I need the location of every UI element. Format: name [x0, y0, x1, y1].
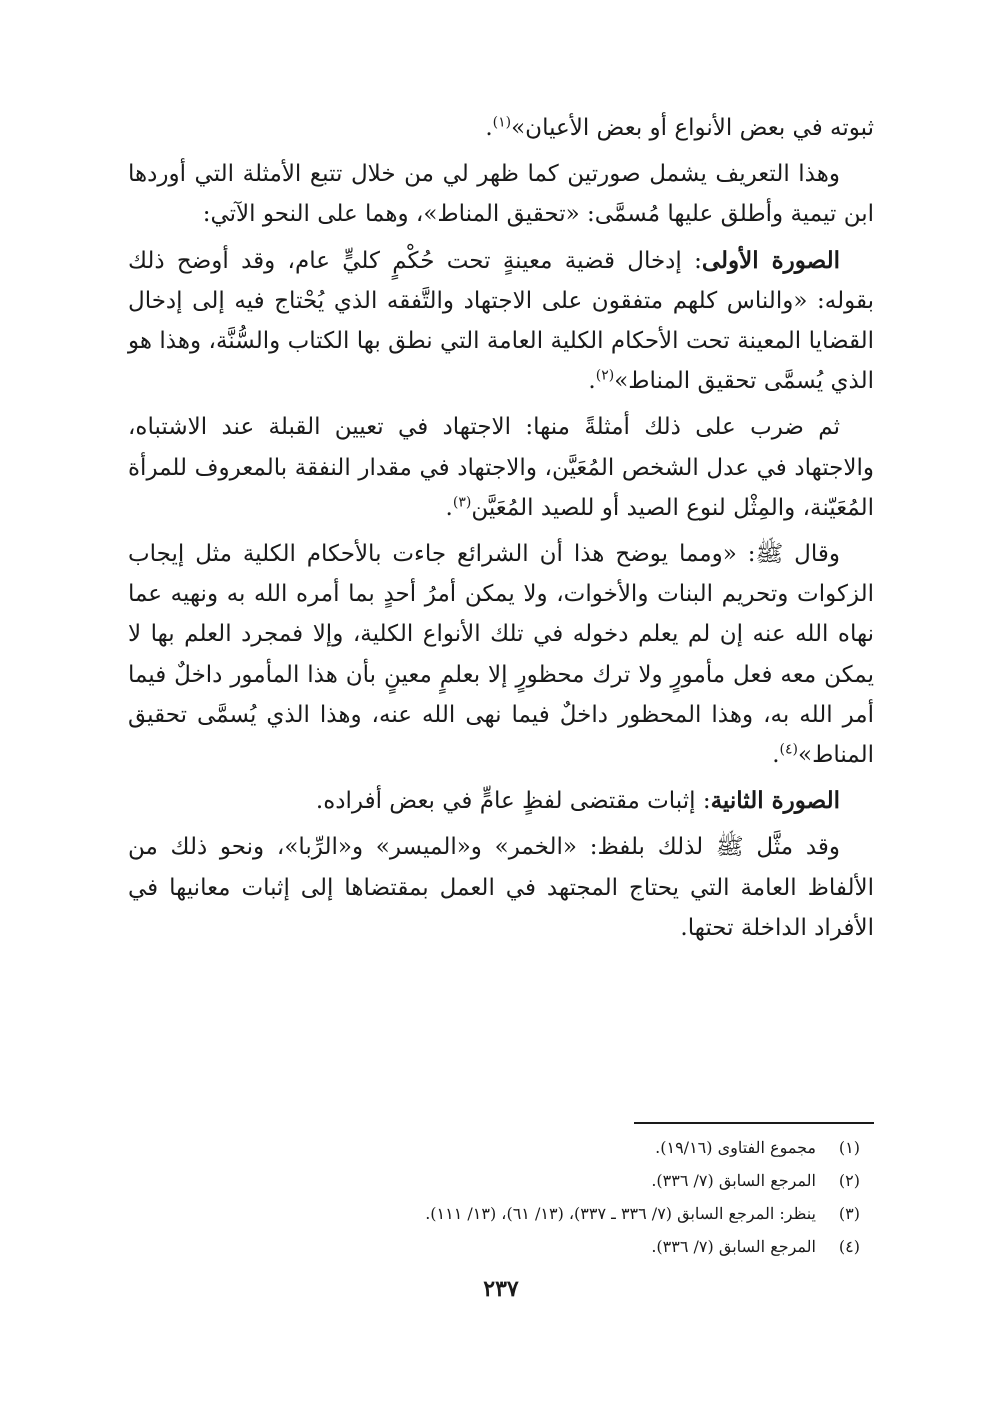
footnote-text: مجموع الفتاوى (١٩/١٦). — [655, 1138, 816, 1157]
paragraph-6: الصورة الثانية: إثبات مقتضى لفظٍ عامٍّ في بعض أفراده. — [315, 787, 840, 815]
footnote-text: المرجع السابق (٧/ ٣٣٦). — [651, 1237, 816, 1256]
paragraph-5: وقال ﷺ: «ومما يوضح هذا أن الشرائع جاءت بالأحكام الكلية مثل إيجاب الزكوات وتحريم البنات والأخوات، ولا يمكن أمرُ أحدٍ بما أمره الله به ونهيه عما نهاه الله عنه إن لم يعلم دخوله في تلك الأنواع الكلية، وإلا فمجرد العلم بها لا يمكن معه فعل مأمورٍ ولا ترك محظورٍ إلا بعلمٍ معينٍ بأن هذا المأمور داخلٌ فيما أمر الله به، وهذا المحظور داخلٌ فيما نهى الله عنه، وهذا الذي يُسمَّى تحقيق المناط»$^{(٤)}$. — [128, 541, 874, 769]
footnote-text: المرجع السابق (٧/ ٣٣٦). — [651, 1171, 816, 1190]
footnote-item-4 — [128, 1230, 860, 1263]
footnote-divider — [634, 1122, 874, 1124]
footnotes-list — [128, 1131, 860, 1263]
section-heading-first-form: الصورة الأولى — [701, 246, 840, 274]
footnote-number: (٣) — [838, 1204, 860, 1223]
paragraph-2: وهذا التعريف يشمل صورتين كما ظهر لي من خلال تتبع الأمثلة التي أوردها ابن تيمية وأطلق عليها مُسمَّى: «تحقيق المناط»، وهما على النحو الآتي: — [128, 161, 874, 228]
footnote-ref-4[interactable]: (٤) — [779, 741, 798, 758]
footnote-item-1 — [128, 1131, 860, 1164]
footnote-ref-3[interactable]: (٣) — [452, 494, 472, 511]
footnote-number: (١) — [838, 1138, 860, 1157]
page-body — [128, 108, 874, 1417]
footnote-item-3 — [128, 1197, 860, 1230]
footnote-number: (٤) — [838, 1237, 860, 1256]
paragraph-1: ثبوته في بعض الأنواع أو بعض الأعيان»$^{(١)}$. — [485, 114, 874, 141]
section-heading-second-form: الصورة الثانية — [710, 787, 840, 815]
footnote-number: (٢) — [838, 1171, 860, 1190]
paragraph-7: وقد مثَّل ﷺ لذلك بلفظ: «الخمر» و«الميسر» و«الرِّبا»، ونحو ذلك من الألفاظ العامة التي يحتاج المجتهد في العمل بمقتضاها إلى إثبات معانيها في الأفراد الداخلة تحتها. — [128, 834, 874, 941]
footnote-ref-2[interactable]: (٢) — [595, 367, 615, 384]
footnote-text: ينظر: المرجع السابق (٧/ ٣٣٦ ـ ٣٣٧)، (١٣/ ٦١)، (١٣/ ١١١). — [425, 1204, 816, 1223]
paragraph-3: الصورة الأولى: إدخال قضية معينةٍ تحت حُكْمٍ كليٍّ عام، وقد أوضح ذلك بقوله: «والناس كلهم متفقون على الاجتهاد والتَّفقه الذي يُحْتاج فيه إلى إدخال القضايا المعينة تحت الأحكام الكلية العامة التي نطق بها الكتاب والسُّنَّة، وهذا هو الذي يُسمَّى تحقيق المناط»$^{(٢)}$. — [128, 246, 874, 395]
paragraph-4: ثم ضرب على ذلك أمثلةً منها: الاجتهاد في تعيين القبلة عند الاشتباه، والاجتهاد في عدل الشخص المُعَيَّن، والاجتهاد في مقدار النفقة بالمعروف للمرأة المُعَيّنة، والمِثْل لنوع الصيد أو للصيد المُعَيَّن$^{(٣)}$. — [128, 414, 874, 521]
footnote-ref-1[interactable]: (١) — [492, 114, 512, 131]
page-number: ٢٣٧ — [483, 1276, 519, 1302]
footnote-item-2 — [128, 1164, 860, 1197]
